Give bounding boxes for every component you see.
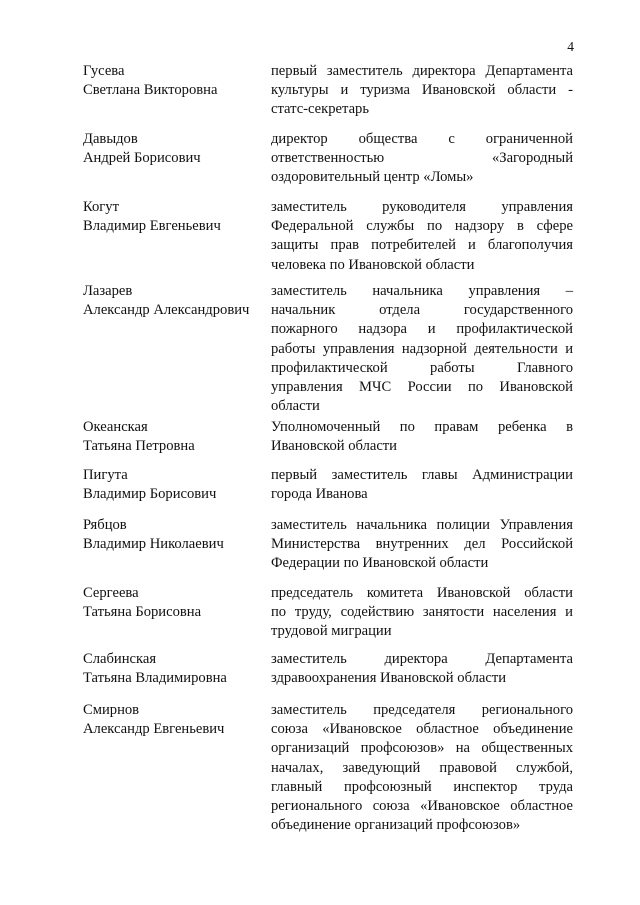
member-position-line: управления МЧС России по Ивановской xyxy=(271,379,573,396)
member-surname: Лазарев xyxy=(83,283,133,299)
member-given-names: Александр Евгеньевич xyxy=(83,721,225,738)
member-position-line: директор общества с ограниченной xyxy=(271,131,573,147)
member-position-line: председатель комитета Ивановской области xyxy=(271,585,573,601)
member-position-line: регионального союза «Ивановское областное xyxy=(271,798,573,815)
member-position-line: профилактической работы Главного xyxy=(271,359,573,376)
member-position-line: Уполномоченный по правам ребенка в xyxy=(271,419,573,435)
member-position-line: начальник отдела государственного xyxy=(271,302,573,319)
member-position xyxy=(271,282,573,416)
member-position-line: первый заместитель директора Департамента xyxy=(271,63,573,79)
member-surname: Давыдов xyxy=(83,131,138,147)
member-position xyxy=(271,516,573,574)
member-position-line: оздоровительный центр «Ломы» xyxy=(271,169,474,186)
member-position-line: работы управления надзорной деятельности и xyxy=(271,340,573,357)
member-given-names: Светлана Викторовна xyxy=(83,82,218,99)
member-position-line: заместитель директора Департамента xyxy=(271,651,573,667)
member-given-names: Владимир Евгеньевич xyxy=(83,218,221,235)
member-name xyxy=(83,62,268,100)
member-position-line: заместитель руководителя управления xyxy=(271,199,573,215)
member-given-names: Владимир Борисович xyxy=(83,486,217,503)
member-position-line: трудовой миграции xyxy=(271,623,392,640)
member-given-names: Татьяна Владимировна xyxy=(83,670,227,687)
member-position-line: культуры и туризма Ивановской области - xyxy=(271,82,573,99)
member-position-line: объединение организаций профсоюзов» xyxy=(271,817,521,834)
member-position-line: главный профсоюзный инспектор труда xyxy=(271,778,573,795)
member-given-names: Александр Александрович xyxy=(83,302,250,319)
member-position-line: заместитель начальника управления – xyxy=(271,283,573,299)
page-number: 4 xyxy=(567,39,574,54)
member-position-line: Министерства внутренних дел Российской xyxy=(271,536,573,553)
member-position-line: области xyxy=(271,398,320,415)
member-position-line: заместитель начальника полиции Управления xyxy=(271,517,573,533)
member-surname: Сергеева xyxy=(83,585,139,601)
member-position xyxy=(271,466,573,504)
member-name xyxy=(83,198,268,236)
member-position xyxy=(271,198,573,275)
member-position-line: организаций профсоюзов» на общественных xyxy=(271,740,573,757)
member-position-line: пожарного надзора и профилактической xyxy=(271,321,573,338)
member-position-line: первый заместитель главы Администрации xyxy=(271,467,573,483)
member-position-line: города Иванова xyxy=(271,486,368,503)
member-given-names: Владимир Николаевич xyxy=(83,536,224,553)
member-position-line: заместитель председателя регионального xyxy=(271,702,573,718)
member-name xyxy=(83,466,268,504)
member-given-names: Татьяна Борисовна xyxy=(83,604,202,621)
member-position-line: союза «Ивановское областное объединение xyxy=(271,721,573,738)
member-position-line: по труду, содействию занятости населения и xyxy=(271,604,573,621)
member-position-line: защиты прав потребителей и благополучия xyxy=(271,237,573,254)
member-position-line: ответственностью «Загородный xyxy=(271,150,573,167)
member-position-line: Федерации по Ивановской области xyxy=(271,555,489,572)
member-name xyxy=(83,701,268,739)
member-name xyxy=(83,130,268,168)
member-name xyxy=(83,516,268,554)
member-position-line: Ивановской области xyxy=(271,438,397,455)
member-position xyxy=(271,701,573,835)
member-surname: Когут xyxy=(83,199,119,215)
member-position xyxy=(271,130,573,188)
member-position-line: здравоохранения Ивановской области xyxy=(271,670,507,687)
member-position xyxy=(271,584,573,642)
member-name xyxy=(83,418,268,456)
member-position-line: статс-секретарь xyxy=(271,101,370,118)
member-name xyxy=(83,584,268,622)
member-surname: Океанская xyxy=(83,419,148,435)
member-position xyxy=(271,418,573,456)
member-surname: Пигута xyxy=(83,467,128,483)
member-given-names: Татьяна Петровна xyxy=(83,438,195,455)
member-position xyxy=(271,62,573,120)
member-surname: Слабинская xyxy=(83,651,157,667)
member-given-names: Андрей Борисович xyxy=(83,150,201,167)
member-position xyxy=(271,650,573,688)
member-surname: Смирнов xyxy=(83,702,140,718)
member-position-line: человека по Ивановской области xyxy=(271,256,475,273)
member-name xyxy=(83,650,268,688)
member-name xyxy=(83,282,268,320)
member-position-line: началах, заведующий правовой службой, xyxy=(271,759,573,776)
member-surname: Гусева xyxy=(83,63,125,79)
member-surname: Рябцов xyxy=(83,517,127,533)
member-position-line: Федеральной службы по надзору в сфере xyxy=(271,218,573,235)
